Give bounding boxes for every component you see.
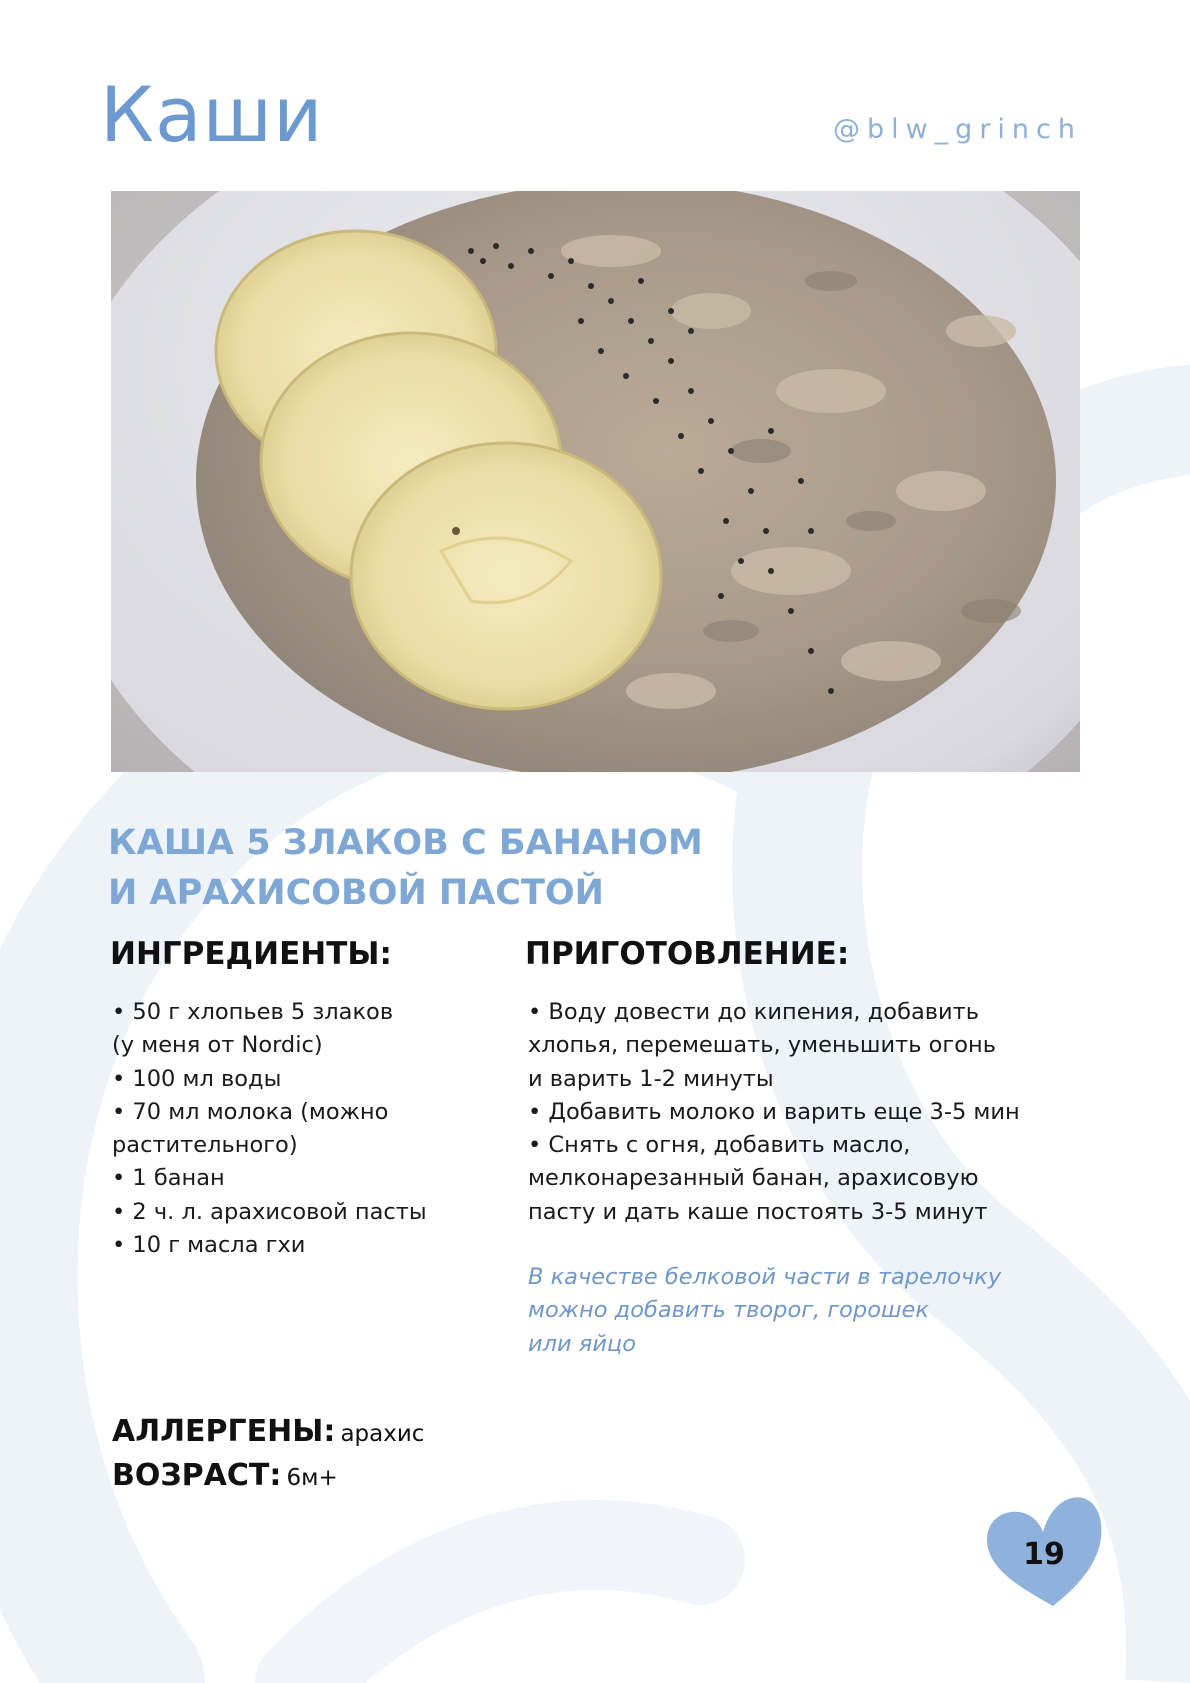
- ingredient-line: • 100 мл воды: [112, 1065, 282, 1092]
- note-line: или яйцо: [528, 1330, 637, 1357]
- ingredient-line: • 1 банан: [112, 1165, 225, 1192]
- age-row: [112, 1458, 338, 1493]
- ingredients-list: [112, 996, 512, 1262]
- note-line: В качестве белковой части в тарелочку: [528, 1264, 1002, 1290]
- ingredient-line: • 10 г масла гхи: [112, 1232, 306, 1259]
- protein-note: [528, 1261, 1048, 1361]
- preparation-line: • Добавить молоко и варить еще 3-5 мин: [528, 1098, 1020, 1125]
- preparation-line: • Воду довести до кипения, добавить: [528, 999, 979, 1025]
- preparation-line: хлопья, перемешать, уменьшить огонь: [528, 1032, 996, 1059]
- allergens-value: арахис: [340, 1421, 425, 1447]
- banana-slice-3: [351, 443, 661, 709]
- allergens-row: [112, 1414, 424, 1449]
- preparation-line: и варить 1-2 минуты: [528, 1065, 774, 1092]
- recipe-title: [108, 818, 928, 918]
- ingredient-line: растительного): [112, 1132, 298, 1159]
- ingredient-line: • 2 ч. л. арахисовой пасты: [112, 1198, 427, 1225]
- page-number: 19: [1023, 1537, 1065, 1572]
- preparation-heading: ПРИГОТОВЛЕНИЕ:: [525, 936, 850, 972]
- preparation-line: мелконарезанный банан, арахисовую: [528, 1165, 979, 1192]
- preparation-steps: [528, 996, 1058, 1229]
- porridge-photo: [111, 191, 1080, 772]
- instagram-handle: @blw_grinch: [832, 114, 1082, 145]
- preparation-line: • Снять с огня, добавить масло,: [528, 1132, 911, 1159]
- ingredients-heading: ИНГРЕДИЕНТЫ:: [110, 936, 392, 972]
- porridge-bowl-illustration: [111, 191, 1080, 772]
- note-line: можно добавить творог, горошек: [528, 1297, 929, 1324]
- preparation-line: пасту и дать каше постоять 3-5 минут: [528, 1198, 988, 1225]
- ingredient-line: • 70 мл молока (можно: [112, 1098, 389, 1125]
- allergens-label: АЛЛЕРГЕНЫ:: [112, 1414, 336, 1449]
- recipe-title-line: И АРАХИСОВОЙ ПАСТОЙ: [108, 873, 604, 913]
- ingredient-line: (у меня от Nordic): [112, 1032, 323, 1059]
- age-label: ВОЗРАСТ:: [112, 1458, 282, 1493]
- age-value: 6м+: [286, 1465, 338, 1491]
- ingredient-line: • 50 г хлопьев 5 злаков: [112, 999, 394, 1025]
- recipe-title-line: КАША 5 ЗЛАКОВ С БАНАНОМ: [108, 823, 703, 863]
- section-title: Каши: [100, 70, 324, 159]
